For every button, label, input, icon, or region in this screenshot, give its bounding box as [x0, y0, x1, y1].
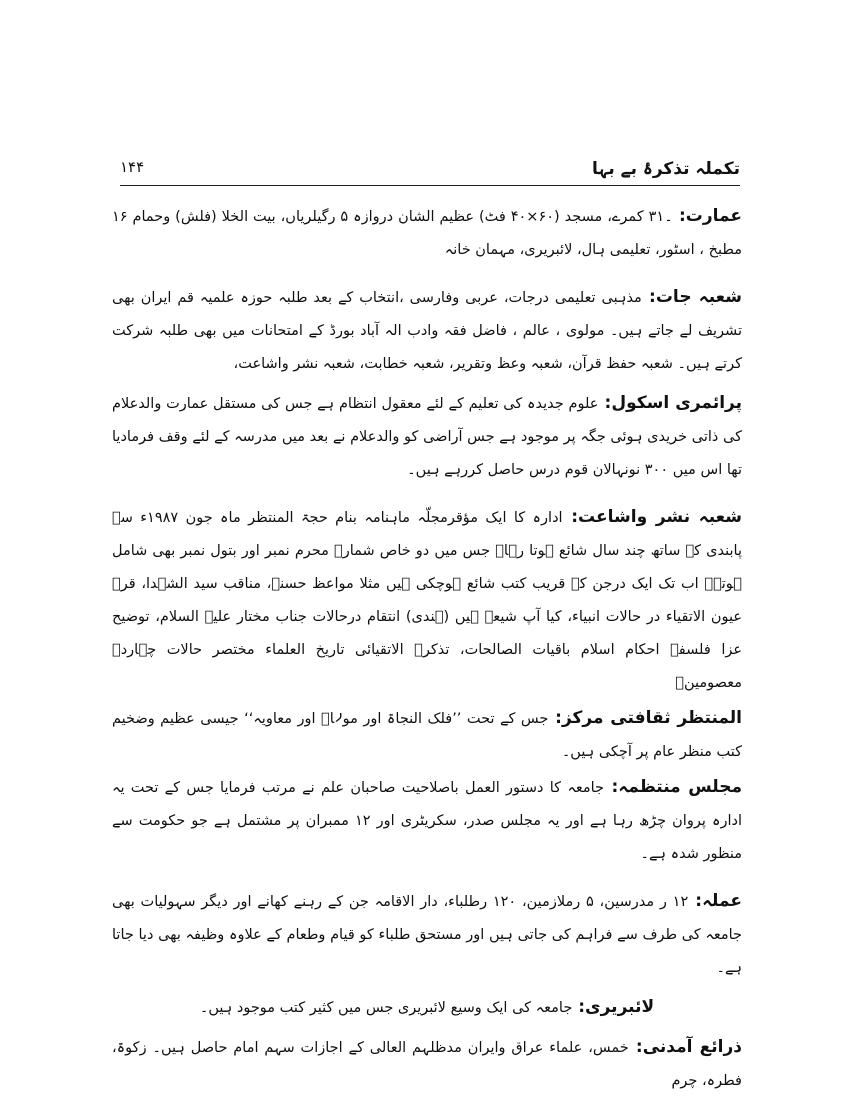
paragraph-text: علوم جدیدہ کی تعلیم کے لئے معقول انتظام ہے جس کی مستقل عمارت والدعلام کی ذاتی خریدی ہوئی جگہ پر موجود ہے جس آراضی کو والدعلام نے بعد میں مدرسہ کے لئے وقف فرمادیا تھا اس میں ۳۰۰ نونہالان قوم درس حاصل کررہے ہیں۔ — [112, 396, 742, 478]
paragraph-library — [112, 991, 742, 1025]
running-title: تکملہ تذکرۂ بے بہا — [591, 159, 740, 179]
paragraph-building — [112, 200, 742, 267]
paragraph-text: جس کے تحت ’’فلک النجاۃ اور مولاؑ اور معاویہ‘‘ جیسی عظیم وضخیم کتب منظر عام پر آچکی ہیں۔ — [112, 711, 742, 760]
page-body — [112, 200, 742, 1098]
paragraph-text: ۱۲ ر مدرسین، ۵ رملازمین، ۱۲۰ رطلباء، دار الاقامہ جن کے رہنے کھانے اور دیگر سہولیات بھی جامعہ کی طرف سے فراہم کی جاتی ہیں اور مستحق طلباء کو قیام وطعام کے علاوہ وظیفہ بھی دیا جاتا ہے۔ — [112, 894, 742, 976]
paragraph-text: مذہبی تعلیمی درجات، عربی وفارسی ،انتخاب کے بعد طلبہ حوزہ علمیہ قم ایران بھی تشریف لے جاتے ہیں۔ مولوی ، عالم ، فاضل فقہ وادب الہ آباد بورڈ کے امتحانات میں بھی طلبہ شرکت کرتے ہیں۔ شعبہ حفظ قرآن، شعبہ وعظ وتقریر، شعبہ خطابت، شعبہ نشر واشاعت، — [112, 290, 742, 372]
paragraph-departments — [112, 281, 742, 381]
paragraph-heading: لائبریری: — [572, 997, 655, 1017]
page-header — [120, 158, 740, 180]
paragraph-heading: شعبہ جات: — [641, 287, 742, 307]
paragraph-heading: عملہ: — [688, 891, 742, 911]
paragraph-income-sources — [112, 1031, 742, 1098]
paragraph-staff — [112, 885, 742, 985]
paragraph-heading: ذرائع آمدنی: — [628, 1037, 742, 1057]
paragraph-cultural-center — [112, 702, 742, 769]
paragraph-text: ادارہ کا ایک مؤقرمجلّہ ماہنامہ بنام حجۃ المنتظر ماہ جون ۱۹۸۷ء سے پابندی کے ساتھ چند سال شائع ہوتا رہا۔ جس میں دو خاص شمارے محرم نمبر اور بتول نمبر بھی شامل ہوتے۔ اب تک ایک درجن کے قریب کتب شائع ہوچکی ہیں مثلا مواعظ حسنہ، مناقب سید الشہدا، قرۃ عیون الاتقیاء در حالات انبیاء، کیا آپ شیعہ ہیں (ہندی) انتقام درحالات جناب مختار علیہ السلام، توضیح عزا فلسفۂ احکام اسلام باقیات الصالحات، تذکرۃ الاتقیائی تاریخ العلماء مختصر حالات چہاردہ معصومینؑ — [112, 510, 742, 691]
paragraph-heading: عمارت: — [672, 206, 743, 226]
page-number: ۱۴۴ — [120, 158, 145, 176]
paragraph-text: خمس، علماء عراق وایران مدظلہم العالی کے اجازات سہم امام حاصل ہیں۔ زکوۃ، فطرہ، چرم — [112, 1040, 742, 1089]
paragraph-primary-school — [112, 387, 742, 487]
paragraph-heading: المنتظر ثقافتی مرکز: — [548, 708, 742, 728]
paragraph-publication — [112, 501, 742, 700]
paragraph-heading: پرائمری اسکول: — [598, 393, 742, 413]
paragraph-text: جامعہ کا دستور العمل باصلاحیت صاحبان علم نے مرتب فرمایا جس کے تحت یہ ادارہ پروان چڑھ رہا ہے اور یہ مجلس صدر، سکریٹری اور ۱۲ ممبران پر مشتمل ہے جو حکومت سے منظور شدہ ہے۔ — [112, 780, 742, 862]
paragraph-heading: مجلس منتظمہ: — [603, 777, 742, 797]
header-divider — [120, 185, 740, 186]
paragraph-text: جامعہ کی ایک وسیع لائبریری جس میں کثیر کتب موجود ہیں۔ — [199, 1000, 573, 1016]
paragraph-heading: شعبہ نشر واشاعت: — [562, 507, 742, 527]
paragraph-text: ۔۳۱ کمرے، مسجد (۶۰×۴۰ فٹ) عظیم الشان دروازہ ۵ رگیلریاں، بیت الخلا (فلش) وحمام ۱۶ مطبخ ، اسٹور، تعلیمی ہال، لائبریری، مہمان خانہ — [112, 209, 742, 258]
paragraph-managing-committee — [112, 771, 742, 871]
